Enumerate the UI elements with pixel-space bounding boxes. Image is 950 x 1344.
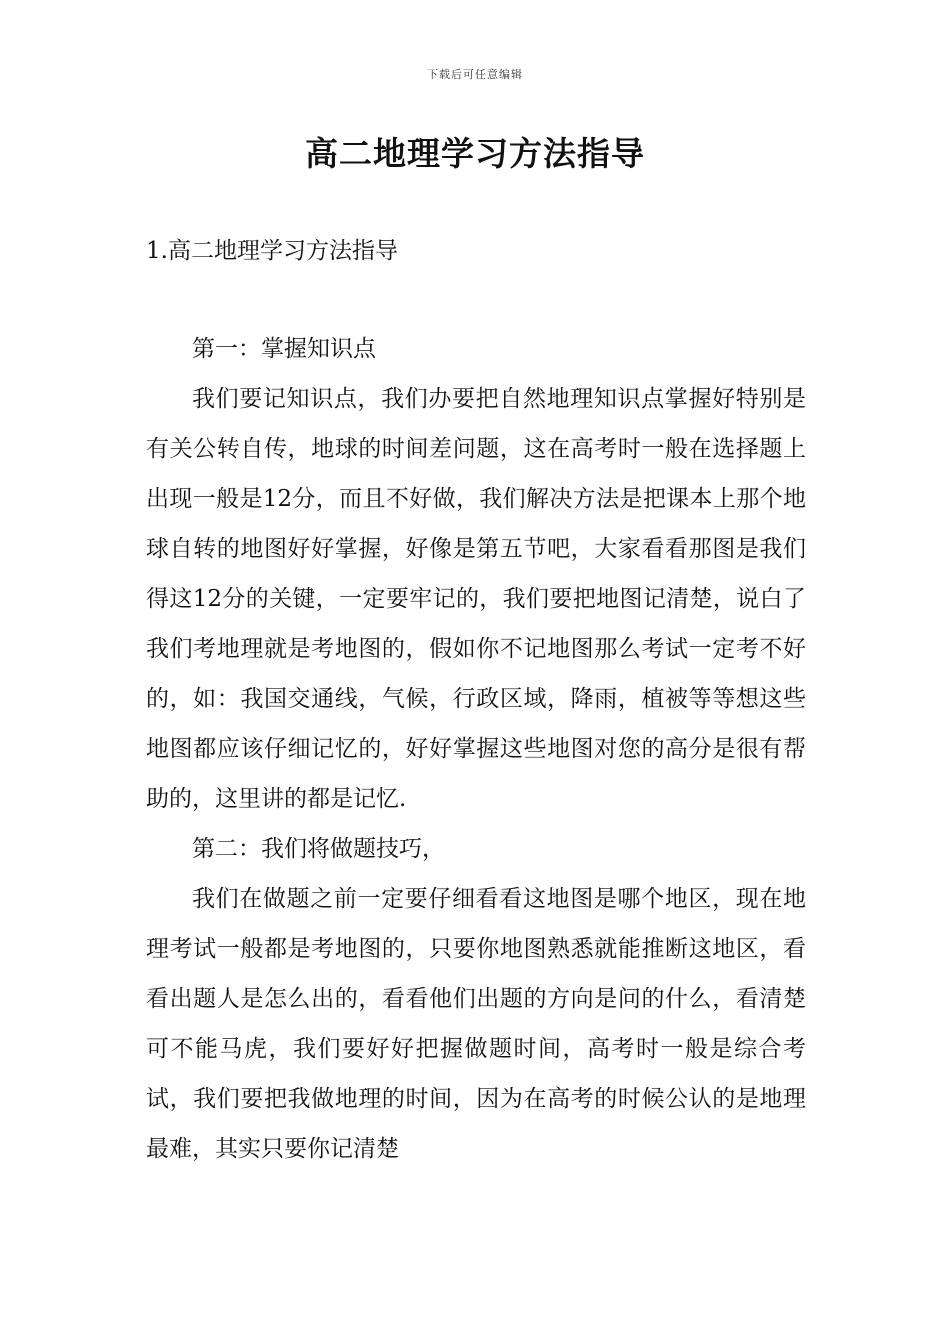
paragraph-point-one-body: 我们要记知识点，我们办要把自然地理知识点掌握好特别是有关公转自传，地球的时间差问题，这在高考时一般在选择题上出现一般是12分，而且不好做，我们解决方法是把课本上那个地球自转的地图好好掌握，好像是第五节吧，大家看看那图是我们得这12分的关键，一定要牢记的，我们要把地图记清楚，说白了我们考地理就是考地图的，假如你不记地图那么考试一定考不好的，如：我国交通线，气候，行政区域，降雨，植被等等想这些地图都应该仔细记忆的，好好掌握这些地图对您的高分是很有帮助的，这里讲的都是记忆. <box>146 386 806 812</box>
paragraph-point-two-heading: 第二：我们将做题技巧， <box>192 836 445 862</box>
document-title: 高二地理学习方法指导 <box>305 134 645 173</box>
section-heading: 1.高二地理学习方法指导 <box>146 238 398 264</box>
paragraph-point-one-heading: 第一：掌握知识点 <box>192 336 376 362</box>
paragraph-point-two-body: 我们在做题之前一定要仔细看看这地图是哪个地区，现在地理考试一般都是考地图的，只要你地图熟悉就能推断这地区，看看出题人是怎么出的，看看他们出题的方向是问的什么，看清楚可不能马虎，我们要好好把握做题时间，高考时一般是综合考试，我们要把我做地理的时间，因为在高考的时候公认的是地理最难，其实只要你记清楚 <box>146 886 806 1162</box>
header-note: 下载后可任意编辑 <box>427 68 523 81</box>
document-body <box>146 324 806 1174</box>
